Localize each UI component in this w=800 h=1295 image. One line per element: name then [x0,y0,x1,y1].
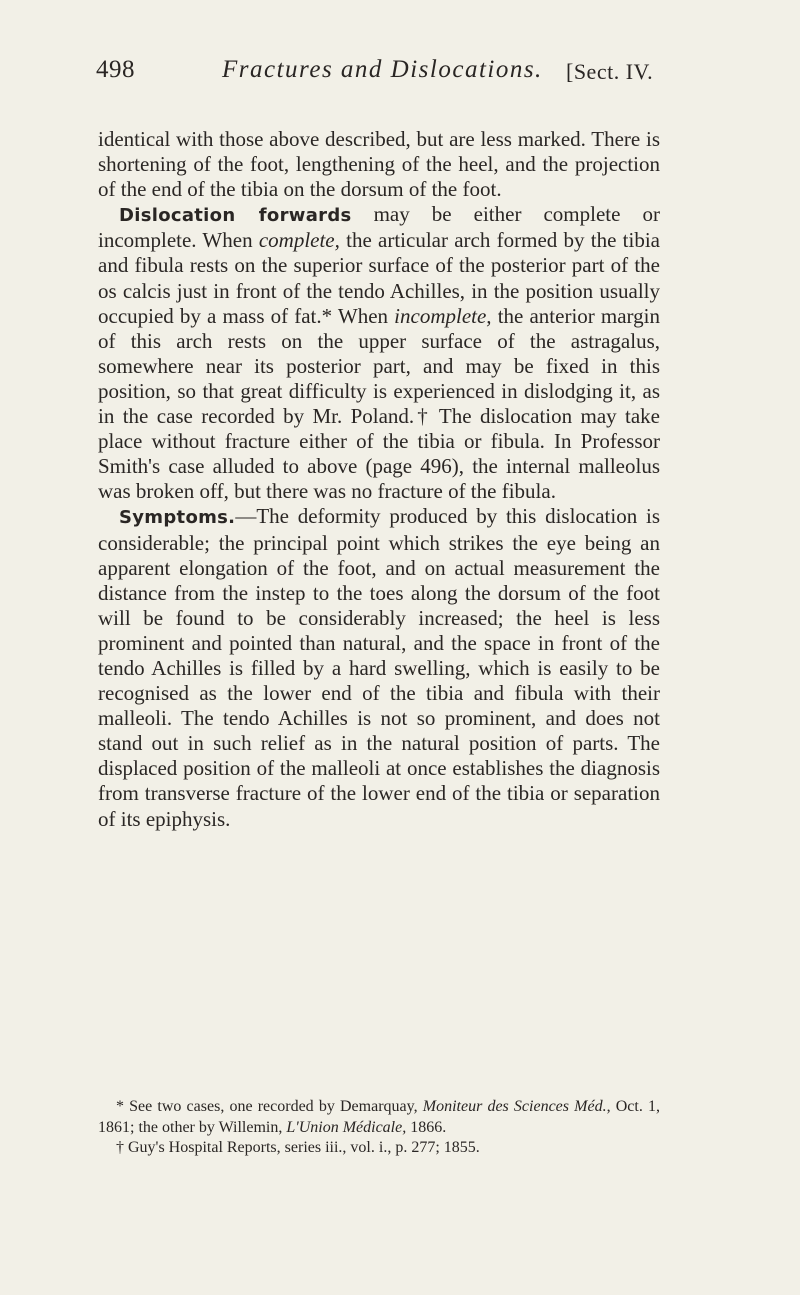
footnotes [98,1097,660,1159]
body-text [98,127,660,832]
footnote-2: † Guy's Hospital Reports, series iii., vol. i., p. 277; 1855. [116,1139,480,1156]
run-in-heading-dislocation: Dislocation forwards [119,205,352,227]
footnote-1: * See two cases, one recorded by Demarquay, Moniteur des Sciences Méd., Oct. 1, 1861; the other by Willemin, L'Union Médicale, 1866. [98,1098,661,1136]
run-in-heading-symptoms: Symptoms. [119,507,236,529]
page-number: 498 [96,56,135,83]
section-reference: [Sect. IV. [566,59,654,84]
running-title: Fractures and Dislocations. [222,56,543,83]
paragraph-dislocation-forwards: Dislocation forwards may be either complete or incomplete. When complete, the articular arch formed by the tibia and fibula rests on the superior surface of the posterior part of the os calcis just in front of the tendo Achilles, in the position usually occupied by a mass of fat.* When incomplete, the anterior margin of this arch rests on the upper surface of the astragalus, somewhere near its posterior part, and may be fixed in this position, so that great difficulty is experienced in dislodging it, as in the case recorded by Mr. Poland.† The dislocation may take place without fracture either of the tibia or fibula. In Professor Smith's case alluded to above (page 496), the internal malleolus was broken off, but there was no fracture of the fibula. [98,202,661,504]
paragraph-symptoms: Symptoms.—The deformity produced by this dislocation is considerable; the principal point which strikes the eye being an apparent elongation of the foot, and on actual measurement the distance from the instep to the toes along the dorsum of the foot will be found to be considerably increased; the heel is less prominent and pointed than natural, and the space in front of the tendo Achilles is filled by a hard swelling, which is easily to be recognised as the lower end of the tibia and fibula with their malleoli. The tendo Achilles is not so prominent, and does not stand out in such relief as in the natural position of parts. The displaced position of the malleoli at once establishes the diagnosis from transverse fracture of the lower end of the tibia or separation of its epiphysis. [98,504,660,831]
page-header [96,56,736,96]
paragraph-continuation: identical with those above described, but are less marked. There is shortening of the foot, lengthening of the heel, and the projection of the end of the tibia on the dorsum of the foot. [98,127,660,202]
